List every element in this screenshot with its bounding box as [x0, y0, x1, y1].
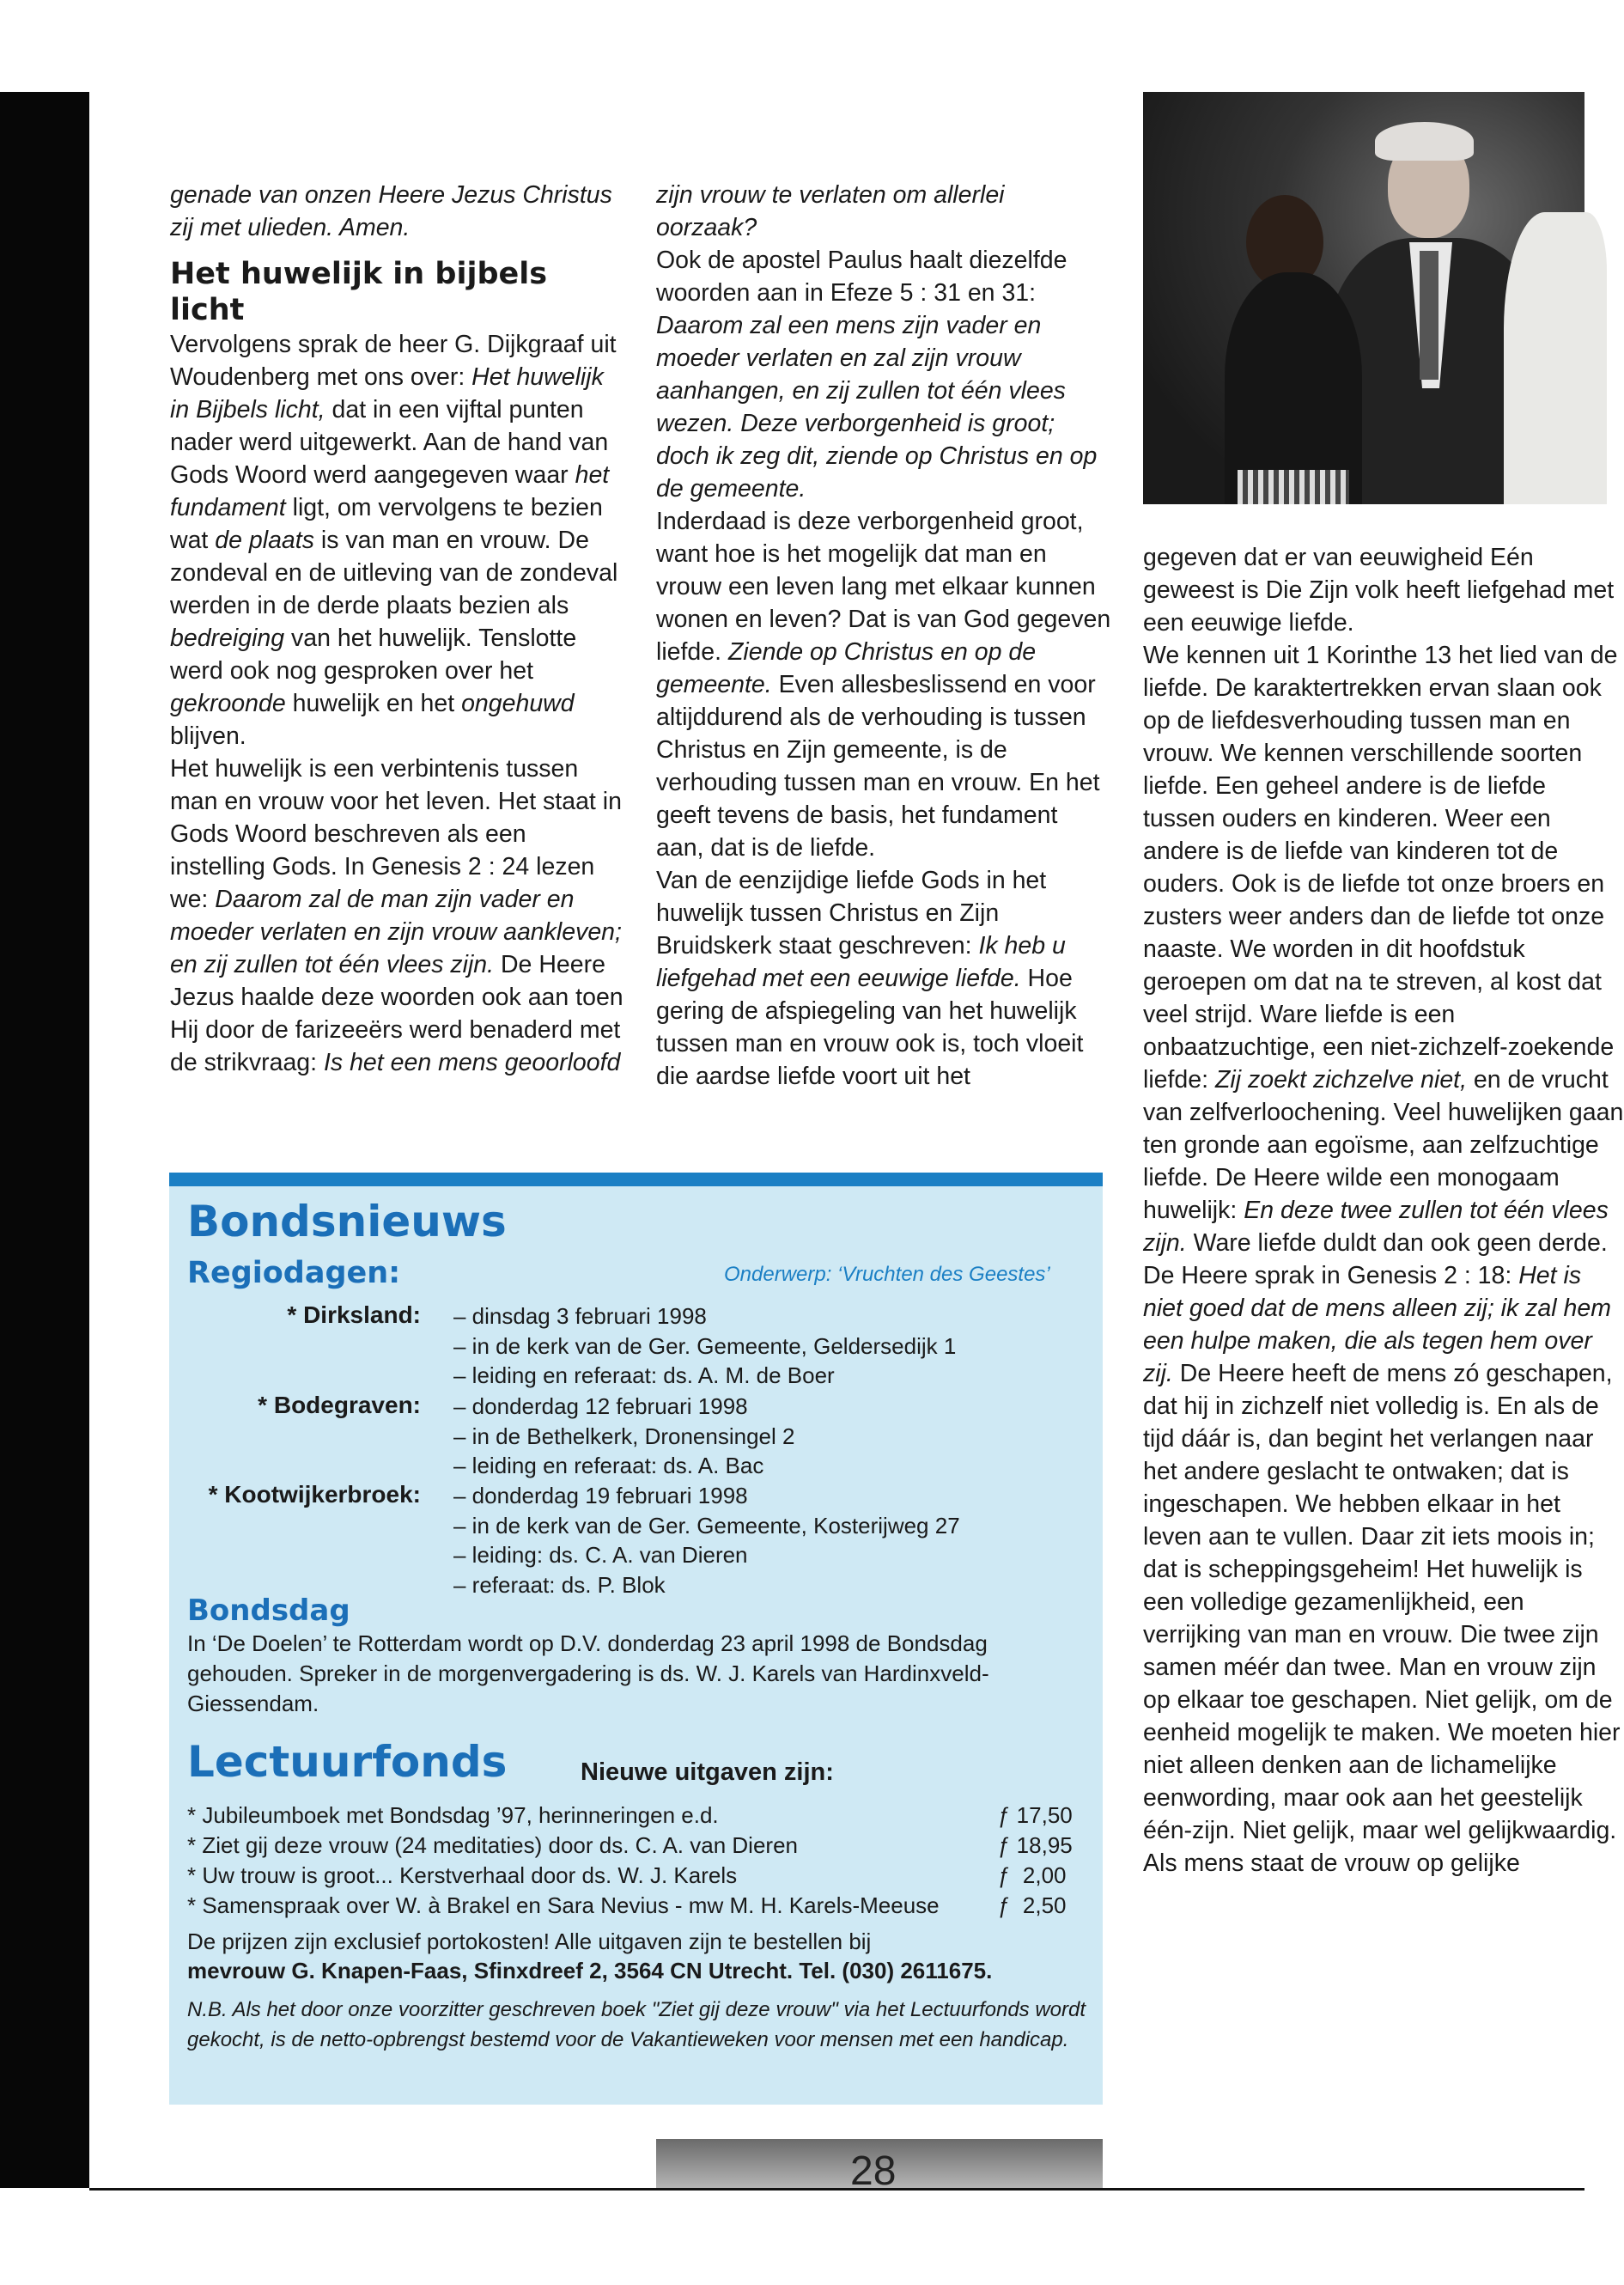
italic-text: de plaats [215, 527, 314, 554]
italic-text: zijn vrouw te verlaten om allerlei oorzaak? [656, 181, 1005, 241]
text-run: Ware liefde duldt dan ook geen derde. [1186, 1229, 1608, 1257]
paragraph [1143, 541, 1624, 639]
regio-detail: – donderdag 12 februari 1998 [453, 1393, 748, 1419]
text-run: ligt, om vervolgens te bezien wat [170, 494, 603, 554]
italic-text: gekroonde [170, 690, 286, 717]
regio-detail: – in de Bethelkerk, Dronensingel 2 [453, 1423, 795, 1449]
lectuurfonds-title: Lectuurfonds [187, 1737, 508, 1787]
page-number: 28 [850, 2148, 897, 2194]
text-run: Inderdaad is deze verborgenheid groot, want hoe is het mogelijk dat man en vrouw een leven lang met elkaar kunnen wonen en leven? Dat is van God gegeven liefde. [656, 508, 1111, 666]
order-address: mevrouw G. Knapen-Faas, Sfinxdreef 2, 3564 CN Utrecht. Tel. (030) 2611675. [187, 1958, 993, 1983]
text-run: Het huwelijk is een verbintenis tussen man en vrouw voor het leven. Het staat in Gods Woord beschreven als een instelling Gods. In Genesis 2 : 24 lezen we: [170, 755, 622, 913]
text-run: De Heere sprak in Genesis 2 : 18: [1143, 1262, 1519, 1289]
regio-detail: – donderdag 19 februari 1998 [453, 1483, 748, 1508]
paragraph [656, 179, 1111, 244]
text-run: Van de eenzijdige liefde Gods in het huwelijk tussen Christus en Zijn Bruidskerk staat geschreven: [656, 867, 1047, 960]
paragraph [656, 505, 1111, 864]
box-top-bar [169, 1173, 1103, 1186]
italic-text: het fundament [170, 461, 610, 521]
italic-text: Ik heb u liefgehad met een eeuwige liefde. [656, 932, 1066, 992]
article-column-3 [1143, 541, 1624, 1880]
publication-price: ƒ 2,50 [998, 1892, 1067, 1918]
text-run: gegeven dat er van eeuwigheid Eén geweest is Die Zijn volk heeft liefgehad met een eeuwige liefde. [1143, 544, 1615, 637]
closing-benediction: genade van onzen Heere Jezus Christus zij met ulieden. Amen. [170, 181, 612, 241]
bondsnieuws-title: Bondsnieuws [187, 1197, 507, 1246]
text-run: en de vrucht van zelfverloochening. Veel huwelijken gaan ten gronde aan egoïsme, aan zelfzuchtige liefde. De Heere wilde een monogaam huwelijk: [1143, 1066, 1624, 1224]
regio-detail: – leiding en referaat: ds. A. Bac [453, 1453, 764, 1478]
regio-place: * Dirksland: [287, 1301, 421, 1328]
publication-price: ƒ 18,95 [998, 1832, 1073, 1858]
text-run: dat in een vijftal punten nader werd uitgewerkt. Aan de hand van Gods Woord werd aangegeven waar [170, 396, 609, 489]
text-run: huwelijk en het [285, 690, 462, 717]
scan-edge-left [0, 92, 89, 2188]
publication-title: * Ziet gij deze vrouw (24 meditaties) door ds. C. A. van Dieren [187, 1832, 798, 1858]
text-run: van het huwelijk. Tenslotte werd ook nog gesproken over het [170, 625, 577, 685]
italic-text: Het huwelijk in Bijbels licht, [170, 363, 604, 423]
regio-detail: – in de kerk van de Ger. Gemeente, Geldersedijk 1 [453, 1332, 957, 1359]
bondsdag-text: In ‘De Doelen’ te Rotterdam wordt op D.V. donderdag 23 april 1998 de Bondsdag gehouden. Spreker in de morgenvergadering is ds. W. J. Karels van Hardinxveld-Giessendam. [187, 1630, 989, 1716]
publication-title: * Samenspraak over W. à Brakel en Sara Nevius - mw M. H. Karels-Meeuse [187, 1892, 940, 1918]
publication-title: * Jubileumboek met Bondsdag ’97, herinneringen e.d. [187, 1802, 719, 1828]
regiodagen-title: Regiodagen: [187, 1256, 401, 1290]
regio-place: * Bodegraven: [258, 1392, 421, 1418]
text-run: De Heere heeft de mens zó geschapen, dat hij in zichzelf niet volledig is. En als de tijd dáár is, dan begint het verlangen naar het andere geslacht te ontwaken; dat is ingeschapen. We hebben elkaar in het leven aan te vullen. Daar zit iets moois in; dat is scheppingsgeheim! Het huwelijk is een volledige gezamenlijkheid, een verrijking van man en vrouw. Die twee zijn samen méér dan twee. Man en vrouw zijn op elkaar toe geschapen. Niet gelijk, om de eenheid mogelijk te maken. We moeten hier niet alleen denken aan de lichamelijke eenwording, maar ook aan het geestelijk één-zijn. Niet gelijk, maar wel gelijkwaardig. Als mens staat de vrouw op gelijke [1143, 1360, 1621, 1877]
italic-text: Het is niet goed dat de mens alleen zij; ik zal hem een hulpe maken, die als tegen hem over zij. [1143, 1262, 1611, 1387]
regio-detail: – leiding: ds. C. A. van Dieren [453, 1542, 748, 1568]
regio-detail: – dinsdag 3 februari 1998 [453, 1303, 707, 1329]
text-run: Ook de apostel Paulus haalt diezelfde woorden aan in Efeze 5 : 31 en 31: [656, 247, 1067, 307]
italic-text: Ziende op Christus en op de gemeente. [656, 638, 1037, 698]
paragraph [1143, 639, 1624, 1259]
prices-note: De prijzen zijn exclusief portokosten! Alle uitgaven zijn te bestellen bij [187, 1929, 872, 1954]
text-run: De Heere Jezus haalde deze woorden ook aan toen Hij door de farizeeërs werd benaderd met de strikvraag: [170, 951, 623, 1076]
regio-detail: – referaat: ds. P. Blok [453, 1571, 666, 1598]
text-run: Even allesbeslissend en voor altijddurend als de verhouding is tussen Christus en Zijn gemeente, is de verhouding tussen man en vrouw. En het geeft tevens de basis, het fundament aan, dat is de liefde. [656, 671, 1100, 862]
italic-text: bedreiging [170, 625, 285, 652]
regio-detail: – in de kerk van de Ger. Gemeente, Kosterijweg 27 [453, 1512, 960, 1539]
section-heading: Het huwelijk in bijbels licht [170, 257, 548, 327]
paragraph [656, 864, 1111, 1093]
onderwerp-label: Onderwerp: ‘Vruchten des Geestes’ [724, 1263, 1050, 1286]
italic-text: Daarom zal de man zijn vader en moeder verlaten en zijn vrouw aankleven; en zij zullen tot één vlees zijn. [170, 886, 622, 978]
publication-price: ƒ 2,00 [998, 1862, 1067, 1888]
italic-text: En deze twee zullen tot één vlees zijn. [1143, 1197, 1609, 1257]
lectuurfonds-subtitle: Nieuwe uitgaven zijn: [581, 1758, 834, 1786]
event-photo [1143, 92, 1584, 504]
article-column-2 [656, 179, 1111, 1093]
regio-detail: – leiding en referaat: ds. A. M. de Boer [453, 1362, 835, 1388]
italic-text: Is het een mens geoorloofd [324, 1049, 621, 1076]
publication-title: * Uw trouw is groot... Kerstverhaal door ds. W. J. Karels [187, 1862, 738, 1888]
paragraph [170, 753, 625, 1079]
text-run: is van man en vrouw. De zondeval en de uitleving van de zondeval werden in de derde plaats bezien als [170, 527, 618, 619]
paragraph [656, 244, 1111, 505]
regio-place: * Kootwijkerbroek: [208, 1481, 421, 1508]
text-run: Hoe gering de afspiegeling van het huwelijk tussen man en vrouw ook is, toch vloeit die aardse liefde voort uit het [656, 965, 1084, 1090]
publication-price: ƒ 17,50 [998, 1802, 1073, 1828]
italic-text: ongehuwd [461, 690, 575, 717]
bondsdag-title: Bondsdag [187, 1593, 350, 1628]
text-run: blijven. [170, 722, 246, 750]
italic-text: Zij zoekt zichzelve niet, [1214, 1066, 1468, 1094]
text-run: Vervolgens sprak de heer G. Dijkgraaf uit Woudenberg met ons over: [170, 331, 617, 391]
nb-note: N.B. Als het door onze voorzitter geschreven boek "Ziet gij deze vrouw" via het Lectuurfonds wordt gekocht, is de netto-opbrengst bestemd voor de Vakantieweken voor mensen met een handicap. [187, 1998, 1086, 2051]
italic-text: Daarom zal een mens zijn vader en moeder verlaten en zal zijn vrouw aanhangen, en zij zullen tot één vlees wezen. Deze verborgenheid is groot; doch ik zeg dit, ziende op Christus en op de gemeente. [656, 312, 1098, 503]
page-bottom-edge [89, 2188, 1584, 2191]
paragraph [1143, 1259, 1624, 1880]
paragraph [170, 328, 625, 753]
text-run: We kennen uit 1 Korinthe 13 het lied van de liefde. De karaktertrekken ervan slaan ook op de liefdesverhouding tussen man en vrouw. We kennen verschillende soorten liefde. Een geheel andere is de liefde tussen ouders en kinderen. Weer een andere is de liefde van kinderen tot de ouders. Ook is de liefde tot onze broers en zusters weer anders dan de liefde tot onze naaste. We worden in dit hoofdstuk geroepen om dat na te streven, al kost dat veel strijd. Ware liefde is een onbaatzuchtige, een niet-zichzelf-zoekende liefde: [1143, 642, 1618, 1094]
article-column-1 [170, 179, 625, 1079]
